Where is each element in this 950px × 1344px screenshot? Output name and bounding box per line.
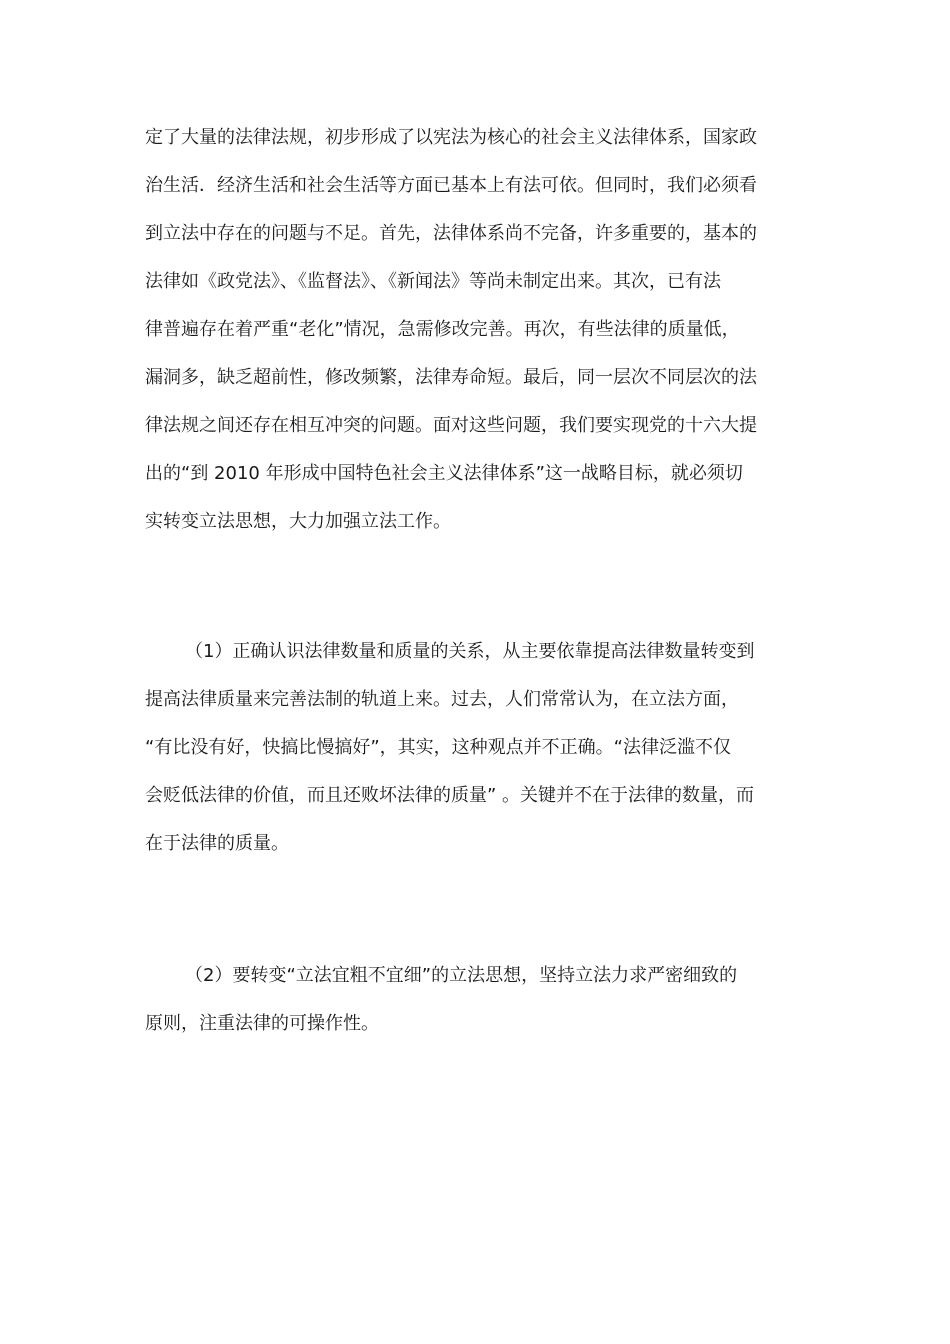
- paragraph-line: 治生活．经济生活和社会生活等方面已基本上有法可依。但同时，我们必须看: [145, 175, 757, 196]
- paragraph-line: （1）正确认识法律数量和质量的关系，从主要依靠提高法律数量转变到: [185, 641, 755, 662]
- paragraph-line: 漏洞多，缺乏超前性，修改频繁，法律寿命短。最后，同一层次不同层次的法: [145, 367, 757, 388]
- paragraph-line: 出的“到 2010 年形成中国特色社会主义法律体系”这一战略目标，就必须切: [145, 463, 743, 484]
- paragraph-line: 提高法律质量来完善法制的轨道上来。过去，人们常常认为，在立法方面，: [145, 689, 739, 710]
- paragraph-line: （2）要转变“立法宜粗不宜细”的立法思想，坚持立法力求严密细致的: [185, 965, 738, 986]
- paragraph-line: 到立法中存在的问题与不足。首先，法律体系尚不完备，许多重要的，基本的: [145, 223, 757, 244]
- paragraph-line: 实转变立法思想，大力加强立法工作。: [145, 511, 451, 532]
- paragraph-line: 原则，注重法律的可操作性。: [145, 1013, 379, 1034]
- paragraph-line: 定了大量的法律法规，初步形成了以宪法为核心的社会主义法律体系，国家政: [145, 127, 757, 148]
- paragraph-line: 在于法律的质量。: [145, 833, 289, 854]
- paragraph-line: 法律如《政党法》、《监督法》、《新闻法》等尚未制定出来。其次，已有法: [145, 271, 721, 292]
- paragraph-line: 律普遍存在着严重“老化”情况，急需修改完善。再次，有些法律的质量低，: [145, 319, 740, 340]
- paragraph-line: 律法规之间还存在相互冲突的问题。面对这些问题，我们要实现党的十六大提: [145, 415, 757, 436]
- paragraph-line: 会贬低法律的价值，而且还败坏法律的质量” 。关键并不在于法律的数量，而: [145, 785, 755, 806]
- paragraph-line: “有比没有好，快搞比慢搞好”，其实，这种观点并不正确。“法律泛滥不仅: [145, 737, 731, 758]
